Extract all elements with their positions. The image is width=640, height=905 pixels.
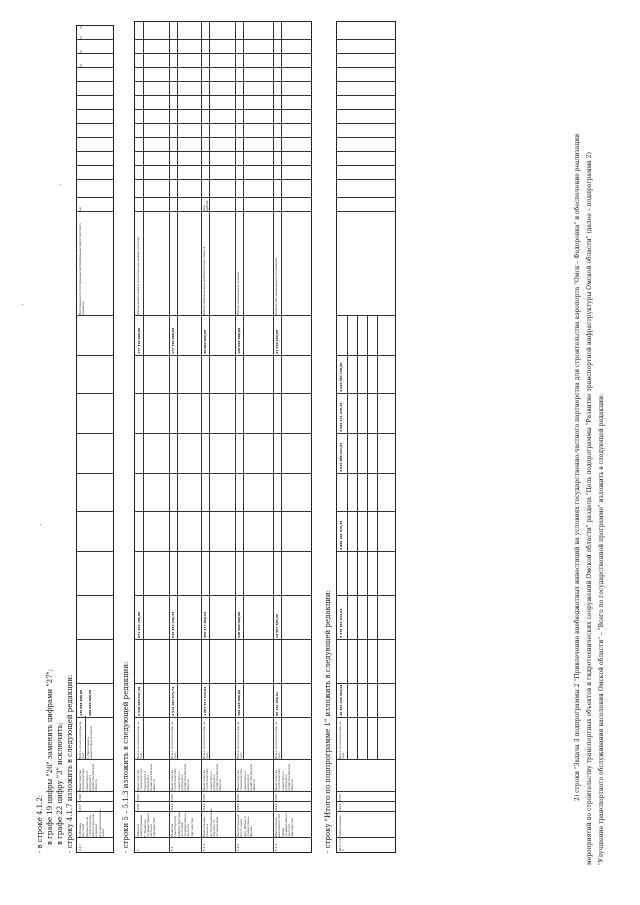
cell-num: 4.1.7 <box>78 843 82 851</box>
cell-value-total: 135 688 800,00 <box>79 689 83 716</box>
row511-executor: Министерство строительства, транспорта и дорожного хозяйства Омской области <box>202 764 223 791</box>
cell-title: Субсидии местным бюджетам на строительство, реконструкцию и ремонт внутрипоселковых дорог <box>78 809 106 837</box>
row511-value: 1 867 917 523,81 <box>203 686 207 716</box>
row511-value-3: 36 000 000,00 <box>203 329 207 354</box>
row51-title: Развитие транспортной инфраструктуры на основе государственно-частного партнерства <box>170 811 194 837</box>
row51-value-2: 915 265 246,33 <box>171 611 175 638</box>
total-value-2: 3 375 591 954,63 <box>339 608 343 638</box>
row511-title: Капитальные гранты и эксплуатационные платежи по соглашениям <box>202 808 220 837</box>
row5-year-from: 2014 <box>136 803 140 811</box>
row51-year-from: 2014 <box>170 803 174 811</box>
table-row-4-1-7: 4.1.7 Субсидии местным бюджетам на строительство, реконструкцию и ремонт внутрипоселковых дорог 2017 2018 Министерство строительства, транспорта и дорожного хозяйства Омской области Всего, из них расходы за счет: 1. Налоговых и неналоговых доходов 135 688 800,00 266 600 000,00 Протяженность построенных автомобильных дорог местного значения км 52 52 53 57 <box>76 25 114 853</box>
cell-year-to: 2018 <box>78 793 82 801</box>
row511-source: Всего, из них расходы за счет: <box>202 721 210 759</box>
row511-value-2: 352 277 860,94 <box>203 611 207 638</box>
line-row-4-1-7: - строку 4.1.7 изложить в следующей редакции: <box>66 674 74 853</box>
row5-source: Всего, из них расходы за счет: <box>136 721 144 759</box>
row512-year-to: 2020 <box>236 793 240 801</box>
cell-year-from: 2017 <box>78 803 82 811</box>
row511-year-to: 2020 <box>202 793 206 801</box>
table-rows-5 <box>134 21 312 853</box>
cell-source-1: 1. Налоговых и неналоговых доходов <box>86 726 94 759</box>
line-rows-5-5-1-3: - строки 5 – 5.1.3 изложить в следующей редакции: <box>122 661 130 853</box>
total-year-from: 2014 <box>338 803 342 811</box>
indicator-3: Объем капитальных грантов <box>236 272 240 315</box>
row5-value-2: 971 256 796,08 <box>137 611 141 638</box>
line-column-22: в графе 22 цифру "3" исключить; <box>56 722 64 845</box>
table-total-subprogram-1 <box>336 21 396 853</box>
row513-year-from: 2014 <box>274 803 278 811</box>
row511-year-from: 2014 <box>202 803 206 811</box>
cell-executor: Министерство строительства, транспорта и дорожного хозяйства Омской области <box>78 764 99 791</box>
total-value-5: 3 982 171 279,35 <box>339 402 343 432</box>
row513-value: 85 142 449,91 <box>275 691 279 716</box>
paragraph-line-2: мероприятий по строительству транспортных объектов и гидротехнических сооружений Омской области" раздела "Цель подпрограммы "Развитие транспортной инфраструктуры Омской области" (далее – подпрограмма 2) <box>586 152 593 865</box>
row5-title: Задача 5 подпрограммы 1 "Развитие государственно-частного партнерства" <box>136 812 157 837</box>
row512-executor: Министерство строительства, транспорта и дорожного хозяйства Омской области <box>236 764 257 791</box>
indicator-unit: млн. рублей <box>202 200 210 211</box>
row511-num: 5.1.1 <box>202 843 206 851</box>
row5-year-to: 2020 <box>136 793 140 801</box>
row51-executor: Министерство строительства, транспорта и дорожного хозяйства Омской области <box>170 764 191 791</box>
row5-executor: Министерство строительства, транспорта и дорожного хозяйства Омской области <box>136 764 157 791</box>
total-source: Всего, из них расходы за счет: <box>338 721 346 759</box>
cell-unit: км <box>78 207 82 211</box>
total-value-4: 4 015 388 451,65 <box>339 442 343 472</box>
row51-value-3: 177 720 960,00 <box>171 327 175 354</box>
total-value-6: 4 245 584 150,00 <box>339 362 343 392</box>
indicator-4: Количество заключенных соглашений <box>274 258 278 315</box>
cell-source-total: Всего, из них расходы за счет: <box>78 721 86 759</box>
row51-source: Всего, из них расходы за счет: <box>170 721 178 759</box>
row512-num: 5.1.2 <box>236 843 240 851</box>
row51-num: 5.1 <box>170 846 174 851</box>
paragraph-line-3: "Улучшение транспортного обслуживания населения Омской области" – "Всего по государственной программе" изложить в следующей редакции: <box>598 393 605 865</box>
row512-title: Реконструкция моста через реку Иртыш в створе улицы Фрунзе <box>236 814 254 837</box>
row512-value-3: 120 000 000,00 <box>237 327 241 354</box>
row5-value-3: 177 720 960,00 <box>137 327 141 354</box>
line-total-subprogram-1: - строку "Итого по подпрограмме 1" изложить в следующей редакции: <box>324 589 332 853</box>
line-column-19: в графе 19 цифры "26" заменить цифрами "27"; <box>46 668 54 845</box>
indicator-1: Объем инвестиций в транспортную инфраструктуру <box>136 236 140 315</box>
paragraph-line-1: 2) строки "Задача 3 подпрограммы 2 "Привлечение внебюджетных инвестиций на условиях государственно-частного партнерства для строительства аэропорта "Омск – Федоровка" и обеспечение реализации <box>574 133 581 801</box>
row512-source: Всего, из них расходы за счет: <box>236 721 244 759</box>
row512-value: 560 428 000,00 <box>237 689 241 716</box>
row513-title: Обеспечение деятельности в сфере государственно-частного партнерства <box>274 812 295 837</box>
cell-indicator: Протяженность построенных автомобильных дорог местного значения <box>78 223 86 315</box>
row513-num: 5.1.3 <box>274 843 278 851</box>
row5-num: 5 <box>136 849 140 851</box>
row51-year-to: 2020 <box>170 793 174 801</box>
row512-value-2: 548 000 000,00 <box>237 611 241 638</box>
row513-year-to: 2020 <box>274 793 278 801</box>
cell-value-1: 266 600 000,00 <box>88 689 92 716</box>
row51-value: 2 514 487 973,72 <box>171 686 175 716</box>
row5-value: 2 558 480 547,56 <box>137 686 141 716</box>
row513-source: Всего, из них расходы за счет: <box>274 721 282 759</box>
row513-value-2: 14 987 385,39 <box>275 613 279 638</box>
row513-executor: Министерство строительства, транспорта и дорожного хозяйства Омской области <box>274 764 295 791</box>
total-label: Итого по подпрограмме 1 <box>338 815 346 851</box>
line-row-4-1-2: - в строке 4.1.2: <box>36 794 44 853</box>
row513-value-3: 21 720 960,00 <box>275 329 279 354</box>
indicator-2: Объем привлеченных внебюджетных средств <box>202 246 206 315</box>
total-value-1: 28 355 449 563,04 <box>339 684 343 716</box>
total-value-3: 3 889 101 075,33 <box>339 520 343 550</box>
total-year-to: 2020 <box>338 793 342 801</box>
row512-year-from: 2014 <box>236 803 240 811</box>
